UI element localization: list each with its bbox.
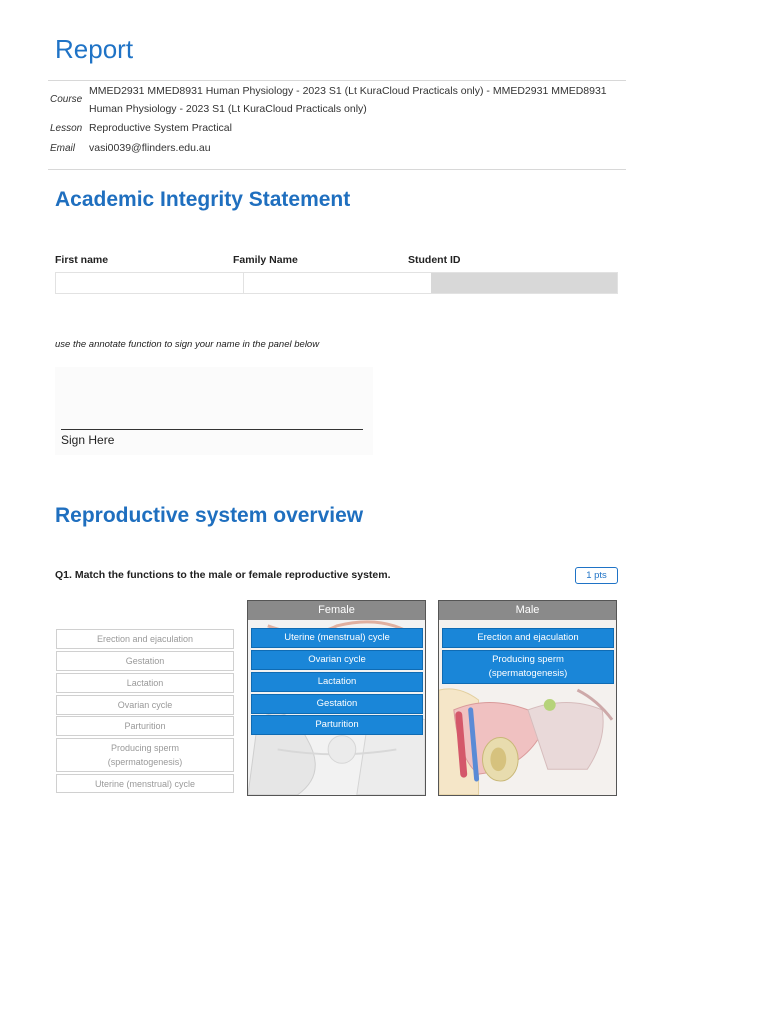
- course-value: MMED2931 MMED8931 Human Physiology - 2023 S1 (Lt KuraCloud Practicals only) - MMED2931 MMED8931 Human Physiology - 2023 S1 (Lt KuraCloud Practicals only): [89, 85, 607, 115]
- sign-here-label: Sign Here: [61, 433, 115, 447]
- option-item[interactable]: Uterine (menstrual) cycle: [56, 774, 234, 793]
- name-table: [55, 272, 618, 294]
- signature-panel[interactable]: [55, 367, 373, 455]
- option-item[interactable]: Ovarian cycle: [56, 695, 234, 715]
- question-text: Q1. Match the functions to the male or female reproductive system.: [55, 569, 391, 581]
- section-heading-integrity: Academic Integrity Statement: [55, 188, 351, 211]
- report-title: Report: [55, 34, 134, 64]
- signature-instruction: use the annotate function to sign your name in the panel below: [55, 339, 320, 350]
- option-item[interactable]: Gestation: [56, 651, 234, 671]
- placed-item[interactable]: Uterine (menstrual) cycle: [251, 628, 423, 648]
- option-item[interactable]: Erection and ejaculation: [56, 629, 234, 649]
- section-heading-overview: Reproductive system overview: [55, 504, 364, 527]
- drop-zone-female[interactable]: [247, 600, 426, 796]
- divider: [48, 169, 626, 170]
- email-label: Email: [50, 143, 76, 154]
- lesson-label: Lesson: [50, 123, 83, 134]
- course-label: Course: [50, 94, 83, 105]
- column-header-first-name: First name: [55, 254, 109, 266]
- placed-item[interactable]: Ovarian cycle: [251, 650, 423, 670]
- placed-item[interactable]: Erection and ejaculation: [442, 628, 614, 648]
- option-item[interactable]: Producing sperm (spermatogenesis): [56, 738, 234, 772]
- placed-item[interactable]: Lactation: [251, 672, 423, 692]
- placed-item[interactable]: Parturition: [251, 715, 423, 735]
- first-name-field[interactable]: [56, 273, 244, 293]
- zone-header-male: Male: [439, 601, 616, 620]
- placed-item[interactable]: Producing sperm (spermatogenesis): [442, 650, 614, 684]
- column-header-family-name: Family Name: [233, 254, 298, 266]
- divider: [48, 80, 626, 81]
- option-item[interactable]: Parturition: [56, 716, 234, 736]
- student-id-field[interactable]: [431, 273, 617, 293]
- signature-line: [61, 429, 363, 430]
- column-header-student-id: Student ID: [408, 254, 461, 266]
- email-value: vasi0039@flinders.edu.au: [89, 142, 211, 154]
- option-item[interactable]: Lactation: [56, 673, 234, 693]
- lesson-value: Reproductive System Practical: [89, 122, 232, 134]
- points-badge: 1 pts: [575, 567, 618, 584]
- family-name-field[interactable]: [244, 273, 431, 293]
- zone-header-female: Female: [248, 601, 425, 620]
- drop-zone-male[interactable]: [438, 600, 617, 796]
- placed-item[interactable]: Gestation: [251, 694, 423, 714]
